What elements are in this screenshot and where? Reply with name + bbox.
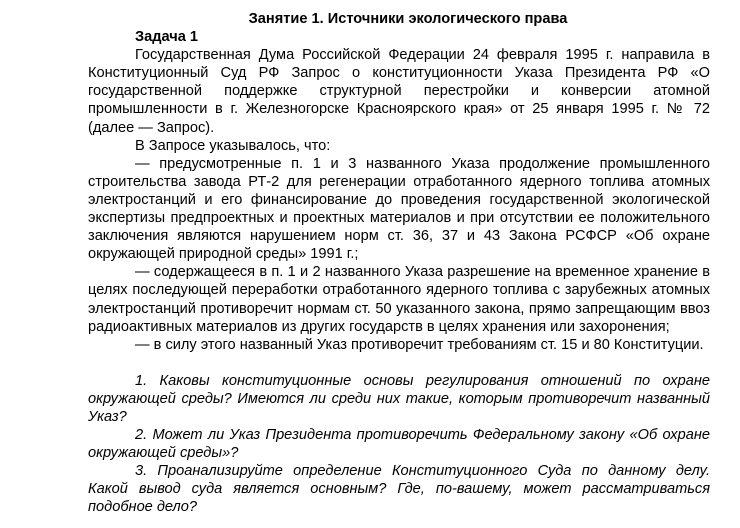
paragraph-point-2: — содержащееся в п. 1 и 2 названного Указа разрешение на временное хранение в целях последующей переработки отработанного ядерного топлива с зарубежных атомных электростанций противоречит нормам ст. 50 указанного закона, прямо запрещающим ввоз радиоактивных материалов из других государств в целях хранения или захоронения;	[88, 264, 710, 335]
section-spacer	[88, 354, 710, 372]
paragraph-request: Государственная Дума Российской Федерации 24 февраля 1995 г. направила в Конституционный Суд РФ Запрос о конституционности Указа Президента РФ «О государственной поддержке структурной перестройки и конверсии атомной промышленности в г. Железногорске Красноярского края» от 25 января 1995 г. № 72 (далее — Запрос).	[88, 47, 710, 136]
document-page	[88, 10, 710, 517]
paragraph-point-1: — предусмотренные п. 1 и 3 названного Указа продолжение промышленного строительства завода РТ-2 для регенерации отработанного ядерного топлива атомных электростанций и его финансирование до проведения государственной экологической экспертизы предпроектных и проектных материалов и при отсутствии ее положительного заключения являются нарушением норм ст. 36, 37 и 43 Закона РСФСР «Об охране окружающей природной среды» 1991 г.;	[88, 155, 710, 263]
task-heading: Задача 1	[135, 29, 199, 46]
question-1: 1. Каковы конституционные основы регулирования отношений по охране окружающей среды? Имеются ли среди них такие, которым противоречит названный Указ?	[88, 372, 710, 425]
paragraph-request-intro: В Запросе указывалось, что:	[135, 137, 331, 154]
question-2: 2. Может ли Указ Президента противоречить Федеральному закону «Об охране окружающей среды»?	[88, 427, 710, 462]
paragraph-point-3: — в силу этого названный Указ противоречит требованиям ст. 15 и 80 Конституции.	[135, 336, 704, 353]
document-title: Занятие 1. Источники экологического права	[248, 11, 568, 27]
question-3: 3. Проанализируйте определение Конституционного Суда по данному делу. Какой вывод суда является основным? Где, по-вашему, может рассматриваться подобное дело?	[88, 463, 710, 516]
